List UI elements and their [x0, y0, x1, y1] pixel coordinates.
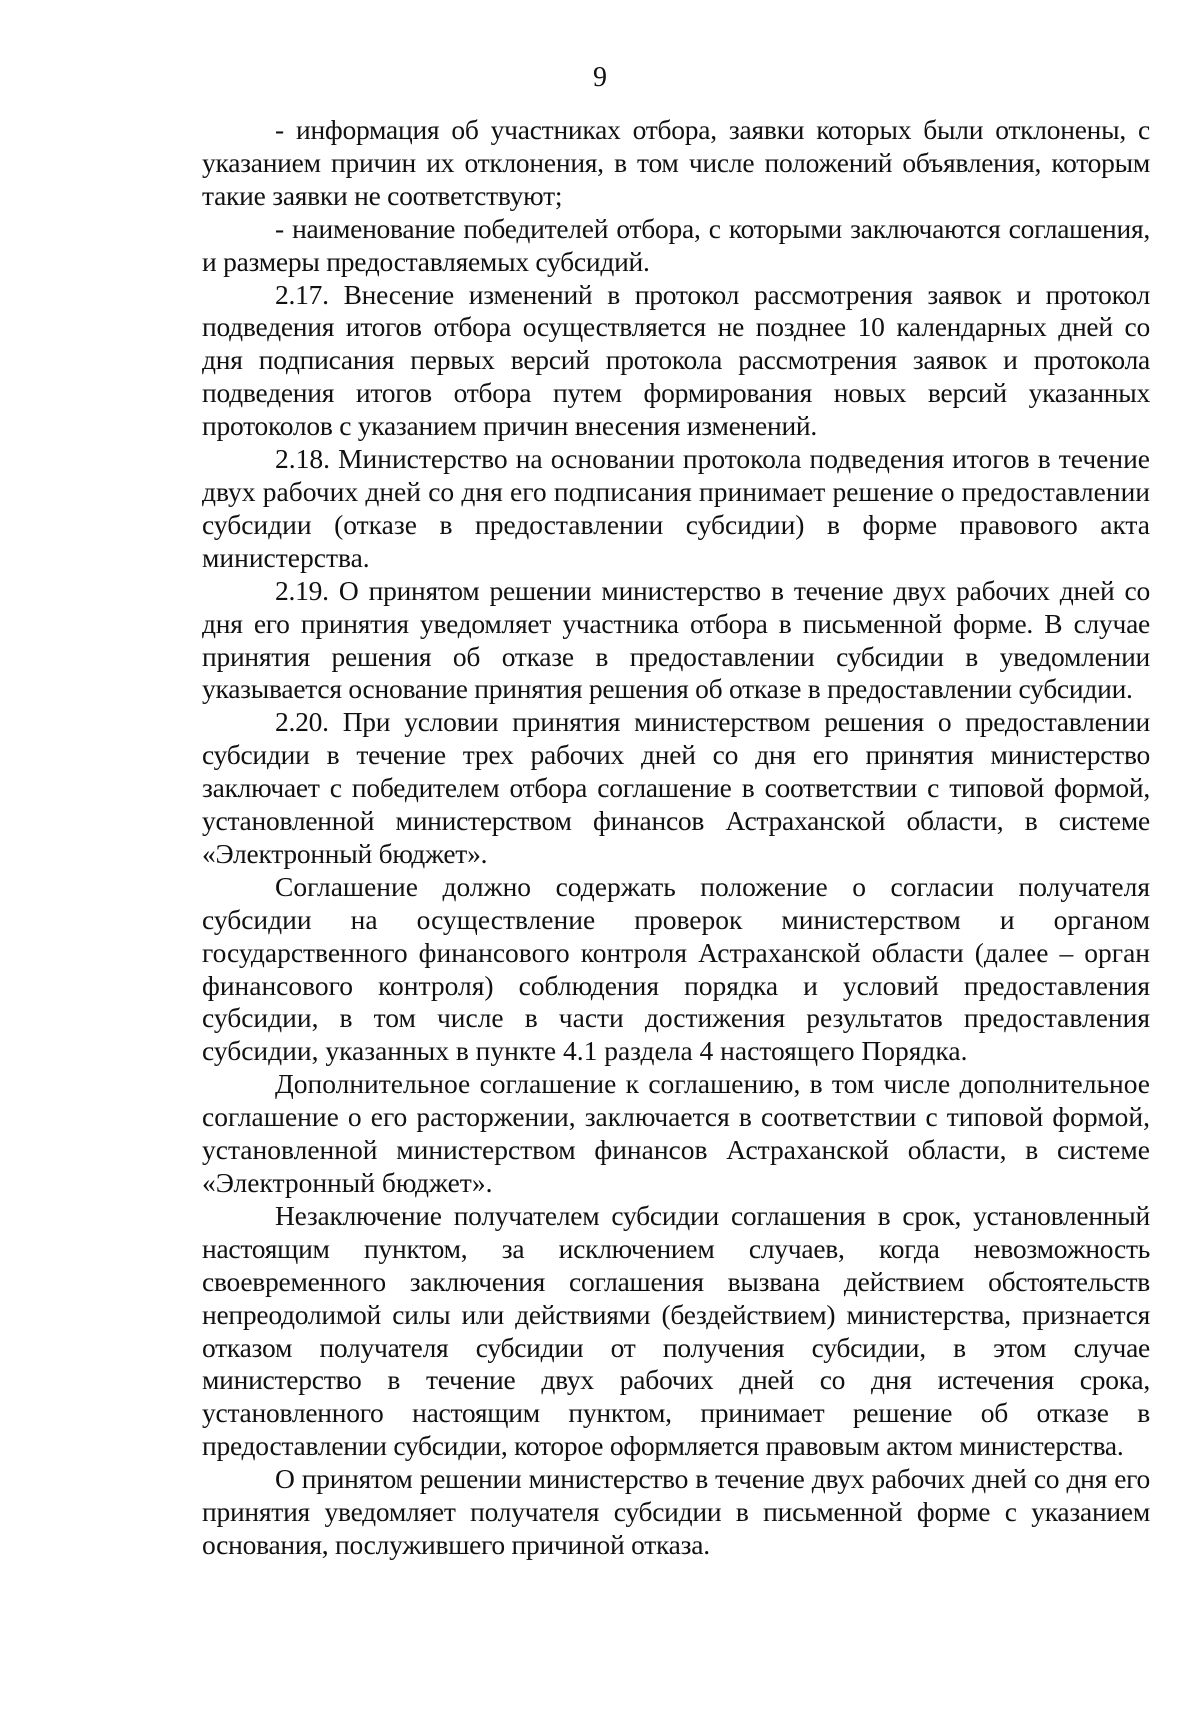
paragraph-2-17: 2.17. Внесение изменений в протокол рассмотрения заявок и протокол подведения итогов отбора осуществляется не позднее 10 календарных дней со дня подписания первых версий протокола рассмотрения заявок и протокола подведения итогов отбора путем формирования новых версий указанных протоколов с указанием причин внесения изменений. [202, 278, 1150, 442]
page-number: 9 [593, 62, 607, 93]
paragraph-2-18: 2.18. Министерство на основании протокола подведения итогов в течение двух рабочих дней со дня его подписания принимает решение о предоставлении субсидии (отказе в предоставлении субсидии) в форме правового акта министерства. [202, 443, 1150, 573]
paragraph-agreement-content: Соглашение должно содержать положение о согласии получателя субсидии на осуществление проверок министерством и органом государственного финансового контроля Астраханской области (далее – орган финансового контроля) соблюдения порядка и условий предоставления субсидии, в том числе в части достижения результатов предоставления субсидии, указанных в пункте 4.1 раздела 4 настоящего Порядка. [202, 870, 1150, 1067]
document-body [202, 114, 1150, 1562]
paragraph-non-conclusion: Незаключение получателем субсидии соглашения в срок, установленный настоящим пунктом, за исключением случаев, когда невозможность своевременного заключения соглашения вызвана действием обстоятельств непреодолимой силы или действиями (бездействием) министерства, признается отказом получателя субсидии от получения субсидии, в этом случае министерство в течение двух рабочих дней со дня истечения срока, установленного настоящим пунктом, принимает решение об отказе в предоставлении субсидии, которое оформляется правовым актом министерства. [202, 1199, 1150, 1462]
paragraph-2-19: 2.19. О принятом решении министерство в течение двух рабочих дней со дня его принятия уведомляет участника отбора в письменной форме. В случае принятия решения об отказе в предоставлении субсидии в уведомлении указывается основание принятия решения об отказе в предоставлении субсидии. [202, 574, 1150, 705]
paragraph-2-20: 2.20. При условии принятия министерством решения о предоставлении субсидии в течение трех рабочих дней со дня его принятия министерство заключает с победителем отбора соглашение в соответствии с типовой формой, установленной министерством финансов Астраханской области, в системе «Электронный бюджет». [202, 706, 1150, 869]
paragraph-refusal-notification: О принятом решении министерство в течение двух рабочих дней со дня его принятия уведомляет получателя субсидии в письменной форме с указанием основания, послужившего причиной отказа. [202, 1463, 1150, 1560]
paragraph-winners-names: - наименование победителей отбора, с которыми заключаются соглашения, и размеры предоставляемых субсидий. [202, 212, 1150, 277]
paragraph-additional-agreement: Дополнительное соглашение к соглашению, в том числе дополнительное соглашение о его расторжении, заключается в соответствии с типовой формой, установленной министерством финансов Астраханской области, в системе «Электронный бюджет». [202, 1068, 1150, 1198]
paragraph-rejected-participants-info: - информация об участниках отбора, заявки которых были отклонены, с указанием причин их отклонения, в том числе положений объявления, которым такие заявки не соответствуют; [202, 114, 1150, 211]
